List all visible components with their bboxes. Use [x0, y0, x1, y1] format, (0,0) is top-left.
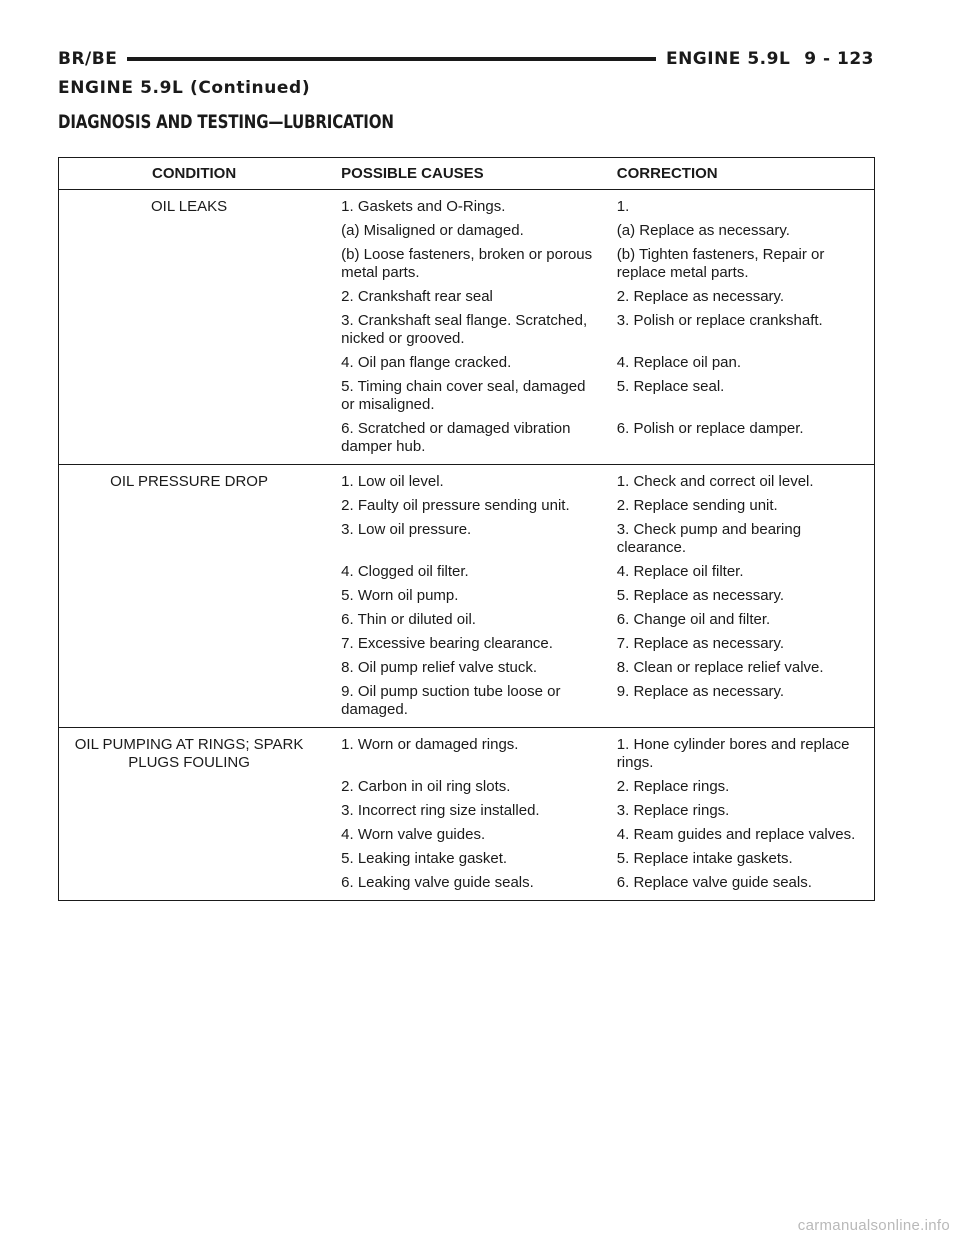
table-row — [59, 799, 875, 823]
diagnosis-table — [58, 157, 875, 901]
cause-cell: 2. Carbon in oil ring slots. — [341, 778, 511, 795]
table-row — [59, 285, 875, 309]
correction-cell: 6. Replace valve guide seals. — [616, 874, 812, 891]
table-body — [59, 190, 875, 901]
table-row — [59, 608, 875, 632]
cause-cell: 4. Oil pan flange cracked. — [341, 354, 512, 371]
header-causes: POSSIBLE CAUSES — [329, 158, 609, 190]
table-row — [59, 494, 875, 518]
table-row — [59, 190, 875, 220]
table-row — [59, 219, 875, 243]
continued-heading: ENGINE 5.9L (Continued) — [58, 78, 311, 98]
table-row — [59, 728, 875, 776]
cause-cell: 4. Worn valve guides. — [341, 826, 486, 843]
cause-cell: 1. Gaskets and O-Rings. — [341, 198, 506, 215]
cause-cell: 8. Oil pump relief valve stuck. — [341, 659, 538, 676]
table-row — [59, 309, 875, 351]
header-rule — [127, 57, 656, 61]
cause-cell: 1. Low oil level. — [341, 473, 444, 490]
cause-cell: 3. Incorrect ring size installed. — [341, 802, 540, 819]
correction-cell: 1. — [616, 198, 630, 215]
condition-cell — [59, 417, 330, 465]
table-row — [59, 243, 875, 285]
correction-cell: 2. Replace rings. — [616, 778, 730, 795]
cause-cell: (b) Loose fasteners, broken or porous metal parts. — [341, 246, 593, 281]
table-row — [59, 351, 875, 375]
correction-cell: 3. Check pump and bearing clearance. — [616, 521, 802, 556]
correction-cell: 5. Replace as necessary. — [616, 587, 785, 604]
condition-cell — [59, 309, 330, 351]
condition-cell — [59, 799, 330, 823]
condition-cell: OIL PUMPING AT RINGS; SPARK PLUGS FOULING — [74, 736, 304, 771]
table-row — [59, 656, 875, 680]
correction-cell: 3. Polish or replace crankshaft. — [616, 312, 823, 329]
correction-cell: 4. Replace oil pan. — [616, 354, 742, 371]
cause-cell: 5. Timing chain cover seal, damaged or misaligned. — [341, 378, 586, 413]
table-header-row — [59, 158, 875, 190]
condition-cell — [59, 871, 330, 901]
condition-cell — [59, 285, 330, 309]
correction-cell: 9. Replace as necessary. — [609, 680, 875, 728]
cause-cell: 5. Worn oil pump. — [341, 587, 459, 604]
table-row — [59, 823, 875, 847]
condition-cell — [59, 243, 330, 285]
model-code: BR/BE — [58, 49, 118, 69]
table-row — [59, 680, 875, 728]
correction-cell: 2. Replace as necessary. — [616, 288, 785, 305]
correction-cell: 1. Hone cylinder bores and replace rings. — [616, 736, 850, 771]
table-row — [59, 871, 875, 901]
condition-cell — [59, 680, 330, 728]
table-row — [59, 632, 875, 656]
correction-cell: 4. Replace oil filter. — [616, 563, 744, 580]
header-right — [666, 49, 874, 69]
table-row — [59, 584, 875, 608]
condition-cell — [59, 584, 330, 608]
table-row — [59, 560, 875, 584]
header-condition: CONDITION — [59, 158, 330, 190]
condition-cell — [59, 560, 330, 584]
correction-cell: 7. Replace as necessary. — [616, 635, 785, 652]
condition-cell: OIL LEAKS — [151, 198, 228, 215]
correction-cell: (a) Replace as necessary. — [616, 222, 790, 239]
condition-cell — [59, 219, 330, 243]
cause-cell: 7. Excessive bearing clearance. — [341, 635, 553, 652]
watermark: carmanualsonline.info — [797, 1217, 950, 1234]
header-correction: CORRECTION — [609, 158, 875, 190]
table-row — [59, 518, 875, 560]
correction-cell: 5. Replace intake gaskets. — [616, 850, 793, 867]
condition-cell — [59, 847, 330, 871]
table-row — [59, 417, 875, 465]
cause-cell: 6. Scratched or damaged vibration damper hub. — [329, 417, 609, 465]
table-row — [59, 775, 875, 799]
cause-cell: (a) Misaligned or damaged. — [341, 222, 524, 239]
cause-cell: 3. Low oil pressure. — [341, 521, 472, 538]
condition-cell: OIL PRESSURE DROP — [110, 473, 268, 490]
cause-cell: 2. Faulty oil pressure sending unit. — [341, 497, 570, 514]
condition-cell — [59, 632, 330, 656]
page-header — [58, 44, 874, 74]
correction-cell: (b) Tighten fasteners, Repair or replace metal parts. — [616, 246, 825, 281]
correction-cell: 2. Replace sending unit. — [616, 497, 778, 514]
correction-cell: 1. Check and correct oil level. — [616, 473, 814, 490]
header-title: ENGINE 5.9L — [665, 49, 791, 69]
table-row — [59, 847, 875, 871]
condition-cell — [59, 823, 330, 847]
correction-cell: 6. Change oil and filter. — [616, 611, 771, 628]
condition-cell — [59, 656, 330, 680]
cause-cell: 2. Crankshaft rear seal — [341, 288, 493, 305]
condition-cell — [59, 351, 330, 375]
table-row — [59, 465, 875, 495]
table-row — [59, 375, 875, 417]
cause-cell: 6. Leaking valve guide seals. — [341, 874, 534, 891]
section-title: DIAGNOSIS AND TESTING—LUBRICATION — [58, 111, 394, 133]
page-number: 9 - 123 — [804, 49, 874, 69]
condition-cell — [59, 608, 330, 632]
condition-cell — [59, 775, 330, 799]
cause-cell: 9. Oil pump suction tube loose or damaged. — [329, 680, 609, 728]
correction-cell: 6. Polish or replace damper. — [609, 417, 875, 465]
cause-cell: 4. Clogged oil filter. — [341, 563, 469, 580]
condition-cell — [59, 494, 330, 518]
cause-cell: 3. Crankshaft seal flange. Scratched, nicked or grooved. — [341, 312, 588, 347]
correction-cell: 3. Replace rings. — [616, 802, 730, 819]
cause-cell: 1. Worn or damaged rings. — [341, 736, 519, 753]
correction-cell: 4. Ream guides and replace valves. — [616, 826, 856, 843]
cause-cell: 6. Thin or diluted oil. — [341, 611, 476, 628]
cause-cell: 5. Leaking intake gasket. — [341, 850, 508, 867]
correction-cell: 8. Clean or replace relief valve. — [616, 659, 824, 676]
condition-cell — [59, 518, 330, 560]
correction-cell: 5. Replace seal. — [616, 378, 725, 395]
condition-cell — [59, 375, 330, 417]
